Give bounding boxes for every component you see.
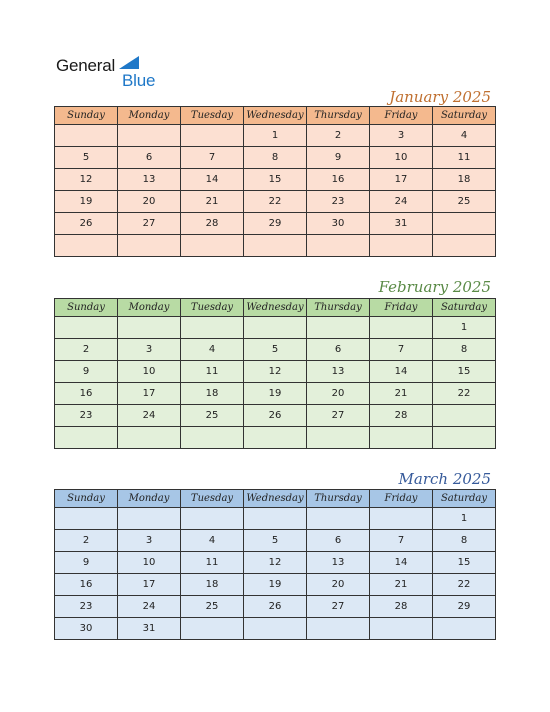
weekday-header: Tuesday xyxy=(181,299,244,317)
logo-text-blue: Blue xyxy=(122,71,156,90)
day-cell xyxy=(307,317,370,339)
day-cell xyxy=(118,125,181,147)
week-row xyxy=(55,596,496,618)
weekday-header-row xyxy=(55,299,496,317)
day-cell xyxy=(118,508,181,530)
day-cell xyxy=(307,427,370,449)
weekday-header: Thursday xyxy=(307,107,370,125)
weekday-header-row xyxy=(55,107,496,125)
weekday-header: Friday xyxy=(370,490,433,508)
weekday-header: Saturday xyxy=(433,299,496,317)
day-cell: 14 xyxy=(181,169,244,191)
day-cell xyxy=(370,508,433,530)
day-cell: 9 xyxy=(55,361,118,383)
day-cell: 8 xyxy=(433,530,496,552)
day-cell: 30 xyxy=(307,213,370,235)
weekday-header: Monday xyxy=(118,107,181,125)
day-cell: 11 xyxy=(181,552,244,574)
day-cell: 31 xyxy=(118,618,181,640)
day-cell xyxy=(433,618,496,640)
week-row xyxy=(55,383,496,405)
day-cell: 23 xyxy=(55,596,118,618)
day-cell xyxy=(433,213,496,235)
day-cell: 23 xyxy=(307,191,370,213)
day-cell xyxy=(55,427,118,449)
day-cell xyxy=(244,235,307,257)
weekday-header-row xyxy=(55,490,496,508)
day-cell xyxy=(118,317,181,339)
day-cell: 17 xyxy=(118,574,181,596)
day-cell: 12 xyxy=(244,361,307,383)
day-cell xyxy=(370,427,433,449)
calendar-february xyxy=(54,298,496,449)
day-cell: 12 xyxy=(55,169,118,191)
day-cell: 18 xyxy=(181,383,244,405)
day-cell: 16 xyxy=(307,169,370,191)
day-cell: 28 xyxy=(370,596,433,618)
day-cell xyxy=(181,618,244,640)
day-cell: 8 xyxy=(433,339,496,361)
day-cell: 20 xyxy=(118,191,181,213)
week-row xyxy=(55,125,496,147)
week-row xyxy=(55,405,496,427)
day-cell: 1 xyxy=(244,125,307,147)
day-cell: 26 xyxy=(244,405,307,427)
day-cell: 27 xyxy=(307,596,370,618)
day-cell: 9 xyxy=(55,552,118,574)
weekday-header: Wednesday xyxy=(244,490,307,508)
day-cell: 3 xyxy=(118,339,181,361)
day-cell: 10 xyxy=(118,552,181,574)
week-row xyxy=(55,213,496,235)
week-row xyxy=(55,530,496,552)
day-cell: 2 xyxy=(307,125,370,147)
day-cell: 3 xyxy=(118,530,181,552)
day-cell xyxy=(181,317,244,339)
day-cell: 1 xyxy=(433,508,496,530)
day-cell: 7 xyxy=(181,147,244,169)
week-row xyxy=(55,235,496,257)
week-row xyxy=(55,317,496,339)
day-cell: 17 xyxy=(370,169,433,191)
day-cell: 10 xyxy=(118,361,181,383)
day-cell: 16 xyxy=(55,574,118,596)
week-row xyxy=(55,169,496,191)
day-cell: 11 xyxy=(181,361,244,383)
day-cell xyxy=(55,317,118,339)
day-cell xyxy=(244,508,307,530)
day-cell: 6 xyxy=(307,530,370,552)
day-cell: 31 xyxy=(370,213,433,235)
day-cell: 7 xyxy=(370,339,433,361)
day-cell: 19 xyxy=(55,191,118,213)
logo-triangle-icon xyxy=(119,56,141,70)
day-cell: 1 xyxy=(433,317,496,339)
day-cell: 3 xyxy=(370,125,433,147)
day-cell: 12 xyxy=(244,552,307,574)
day-cell: 5 xyxy=(55,147,118,169)
day-cell xyxy=(244,618,307,640)
day-cell: 15 xyxy=(244,169,307,191)
week-row xyxy=(55,361,496,383)
day-cell: 20 xyxy=(307,574,370,596)
day-cell: 9 xyxy=(307,147,370,169)
day-cell: 11 xyxy=(433,147,496,169)
day-cell xyxy=(307,618,370,640)
week-row xyxy=(55,147,496,169)
day-cell: 27 xyxy=(307,405,370,427)
month-title-january: January 2025 xyxy=(389,88,491,106)
day-cell xyxy=(181,427,244,449)
weekday-header: Wednesday xyxy=(244,299,307,317)
day-cell: 26 xyxy=(55,213,118,235)
day-cell xyxy=(181,235,244,257)
day-cell: 18 xyxy=(433,169,496,191)
day-cell xyxy=(118,427,181,449)
day-cell: 27 xyxy=(118,213,181,235)
day-cell: 22 xyxy=(433,383,496,405)
day-cell xyxy=(433,427,496,449)
day-cell: 4 xyxy=(181,530,244,552)
day-cell xyxy=(433,235,496,257)
day-cell: 18 xyxy=(181,574,244,596)
day-cell xyxy=(244,427,307,449)
day-cell: 6 xyxy=(118,147,181,169)
day-cell: 13 xyxy=(118,169,181,191)
day-cell xyxy=(118,235,181,257)
day-cell: 28 xyxy=(181,213,244,235)
day-cell: 6 xyxy=(307,339,370,361)
day-cell: 4 xyxy=(433,125,496,147)
day-cell: 21 xyxy=(181,191,244,213)
day-cell xyxy=(433,405,496,427)
week-row xyxy=(55,574,496,596)
day-cell: 2 xyxy=(55,530,118,552)
generalblue-logo xyxy=(56,54,156,90)
day-cell: 13 xyxy=(307,552,370,574)
day-cell: 24 xyxy=(118,596,181,618)
day-cell: 10 xyxy=(370,147,433,169)
month-title-march: March 2025 xyxy=(398,470,491,488)
week-row xyxy=(55,339,496,361)
day-cell: 24 xyxy=(118,405,181,427)
day-cell: 19 xyxy=(244,574,307,596)
week-row xyxy=(55,427,496,449)
day-cell xyxy=(55,508,118,530)
calendar-january xyxy=(54,106,496,257)
weekday-header: Monday xyxy=(118,490,181,508)
day-cell xyxy=(370,235,433,257)
day-cell: 4 xyxy=(181,339,244,361)
day-cell: 21 xyxy=(370,383,433,405)
day-cell: 29 xyxy=(244,213,307,235)
day-cell: 8 xyxy=(244,147,307,169)
week-row xyxy=(55,508,496,530)
weekday-header: Sunday xyxy=(55,490,118,508)
day-cell: 17 xyxy=(118,383,181,405)
day-cell: 14 xyxy=(370,361,433,383)
weekday-header: Saturday xyxy=(433,490,496,508)
day-cell: 15 xyxy=(433,361,496,383)
weekday-header: Thursday xyxy=(307,490,370,508)
weekday-header: Thursday xyxy=(307,299,370,317)
day-cell xyxy=(244,317,307,339)
day-cell: 14 xyxy=(370,552,433,574)
weekday-header: Tuesday xyxy=(181,107,244,125)
week-row xyxy=(55,618,496,640)
day-cell: 5 xyxy=(244,339,307,361)
day-cell: 19 xyxy=(244,383,307,405)
day-cell: 25 xyxy=(433,191,496,213)
weekday-header: Sunday xyxy=(55,299,118,317)
day-cell: 30 xyxy=(55,618,118,640)
calendar-march xyxy=(54,489,496,640)
day-cell: 22 xyxy=(433,574,496,596)
day-cell xyxy=(307,508,370,530)
weekday-header: Tuesday xyxy=(181,490,244,508)
weekday-header: Monday xyxy=(118,299,181,317)
day-cell: 7 xyxy=(370,530,433,552)
day-cell xyxy=(370,317,433,339)
day-cell: 28 xyxy=(370,405,433,427)
day-cell xyxy=(307,235,370,257)
day-cell: 29 xyxy=(433,596,496,618)
day-cell: 21 xyxy=(370,574,433,596)
weekday-header: Saturday xyxy=(433,107,496,125)
day-cell: 5 xyxy=(244,530,307,552)
day-cell: 25 xyxy=(181,405,244,427)
week-row xyxy=(55,552,496,574)
day-cell xyxy=(181,508,244,530)
weekday-header: Sunday xyxy=(55,107,118,125)
day-cell: 23 xyxy=(55,405,118,427)
weekday-header: Friday xyxy=(370,107,433,125)
day-cell xyxy=(370,618,433,640)
week-row xyxy=(55,191,496,213)
day-cell xyxy=(181,125,244,147)
day-cell: 2 xyxy=(55,339,118,361)
day-cell: 22 xyxy=(244,191,307,213)
weekday-header: Friday xyxy=(370,299,433,317)
day-cell xyxy=(55,235,118,257)
day-cell: 24 xyxy=(370,191,433,213)
day-cell: 16 xyxy=(55,383,118,405)
month-title-february: February 2025 xyxy=(378,278,491,296)
day-cell: 25 xyxy=(181,596,244,618)
day-cell xyxy=(55,125,118,147)
day-cell: 13 xyxy=(307,361,370,383)
day-cell: 26 xyxy=(244,596,307,618)
day-cell: 20 xyxy=(307,383,370,405)
logo-text-general: General xyxy=(56,56,116,75)
day-cell: 15 xyxy=(433,552,496,574)
weekday-header: Wednesday xyxy=(244,107,307,125)
